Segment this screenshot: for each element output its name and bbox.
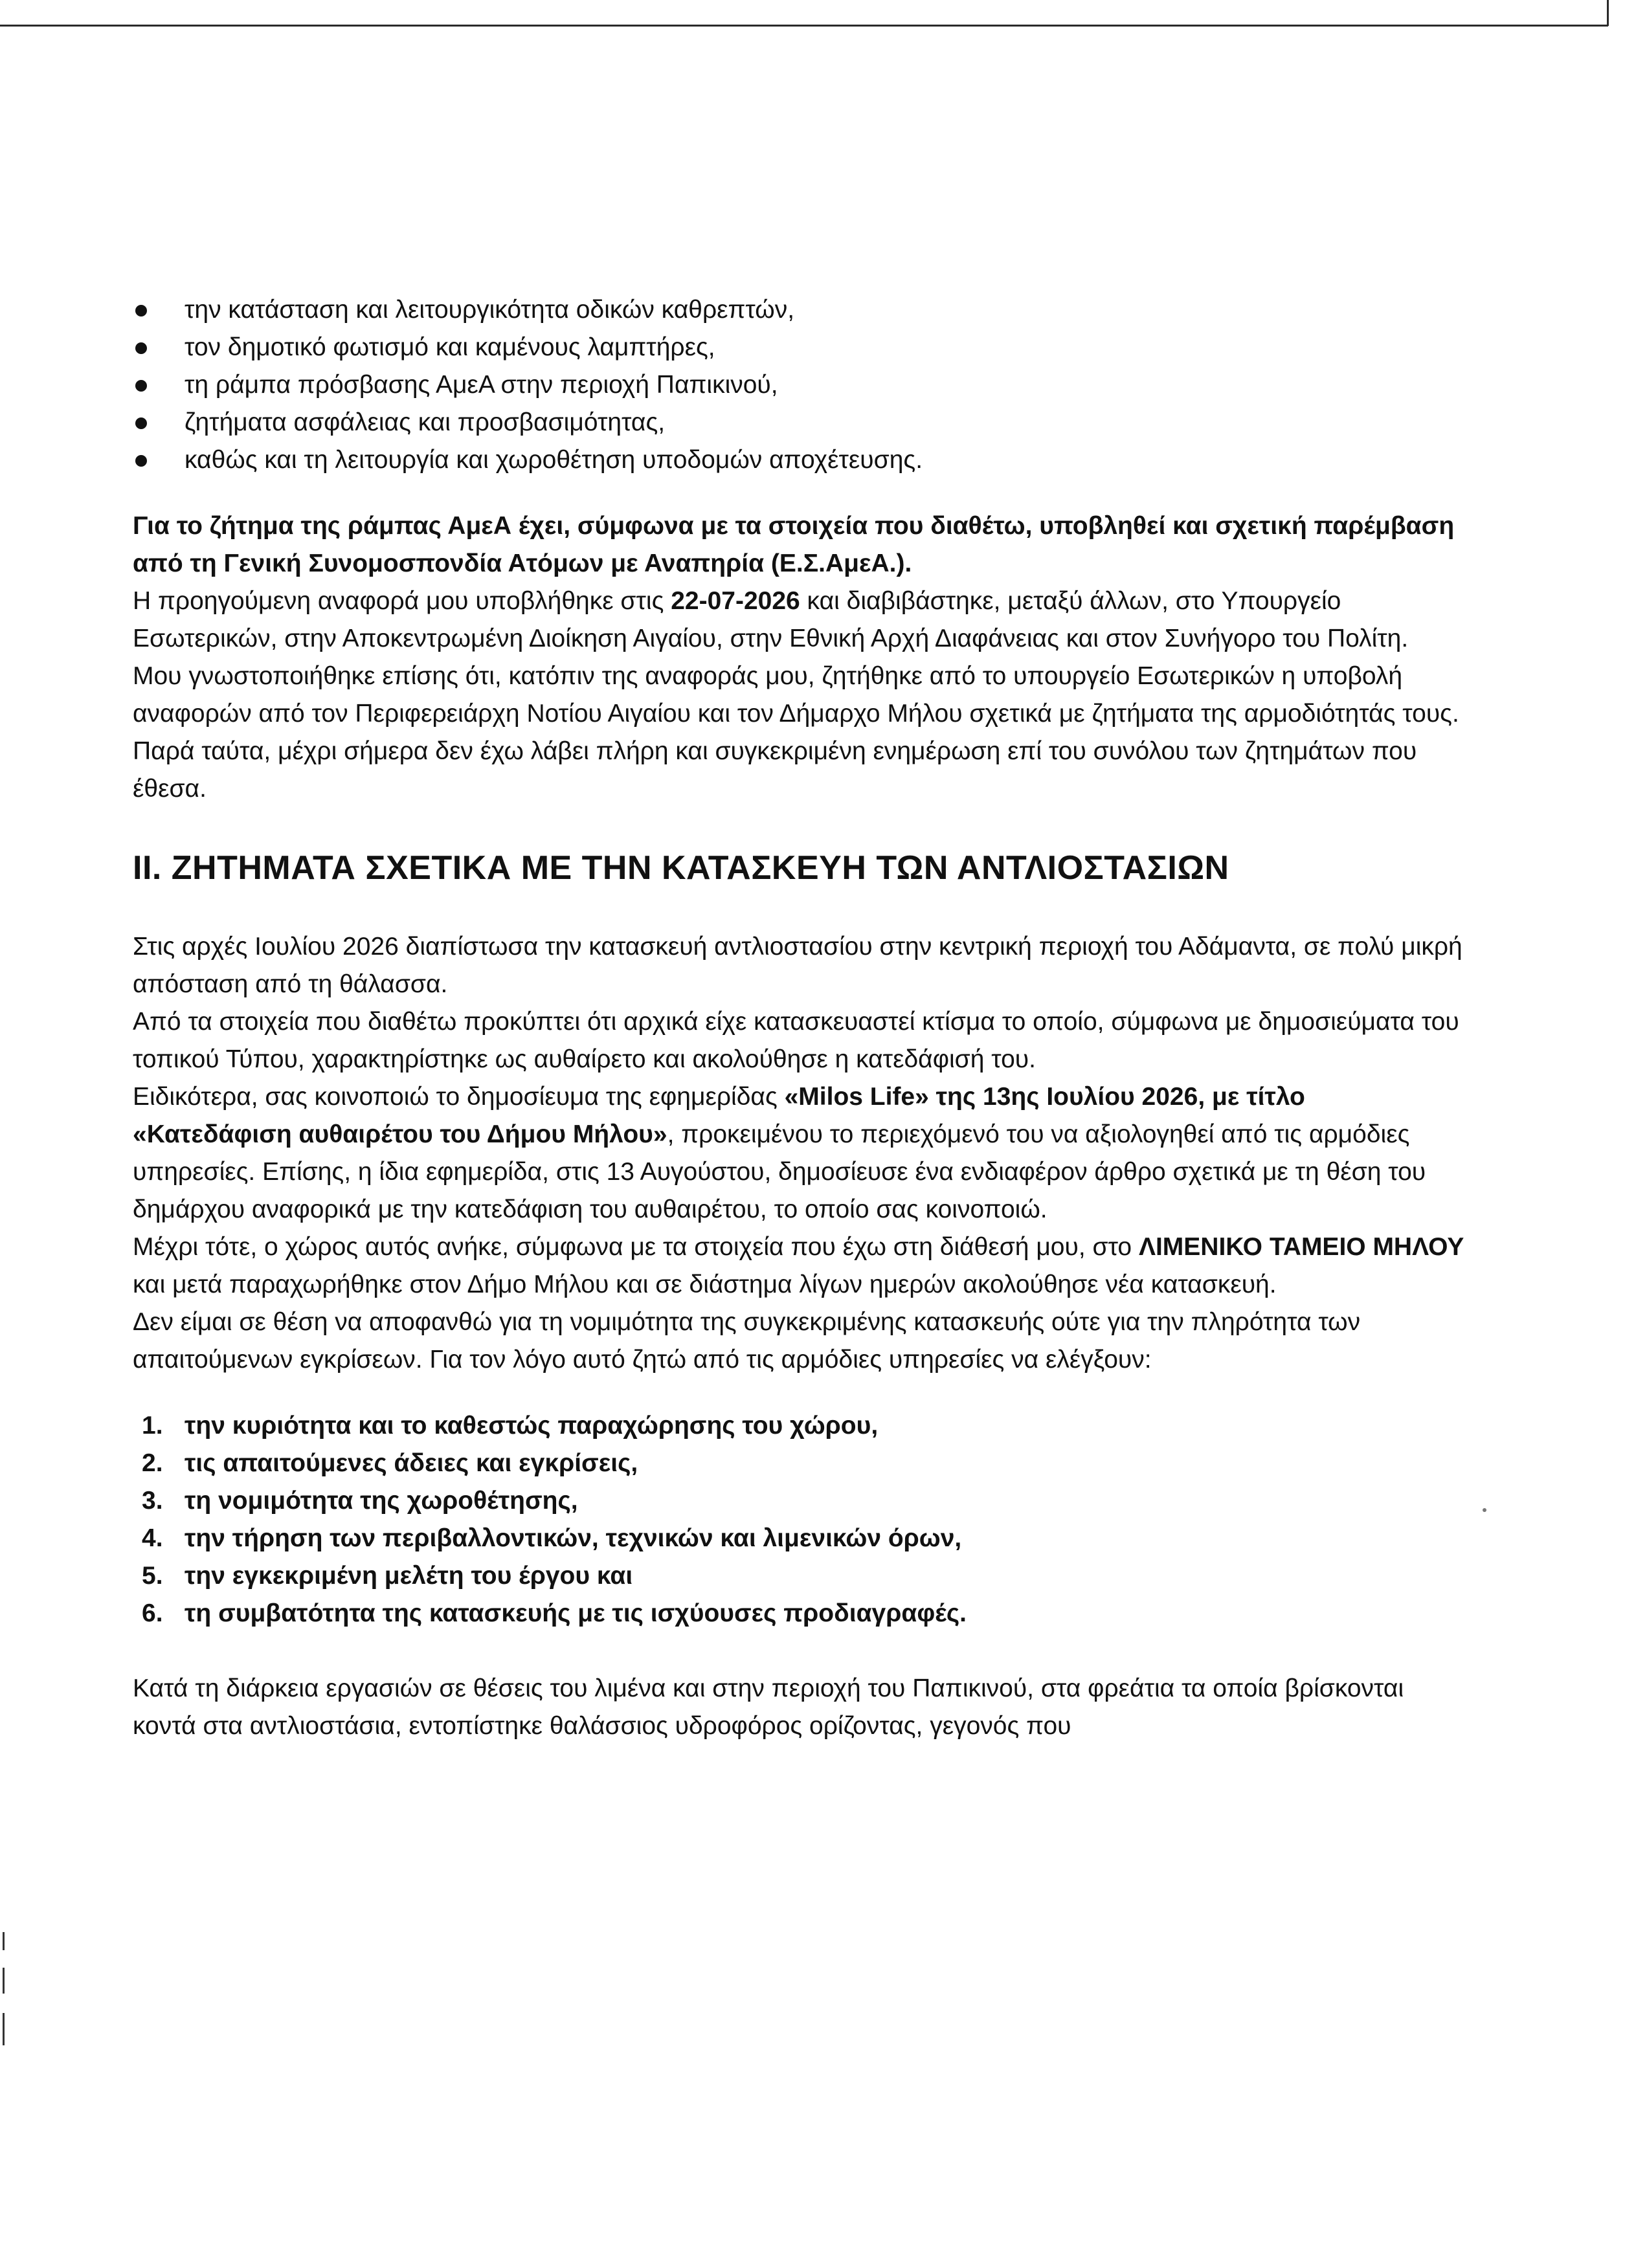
section-heading: ΙΙ. ΖΗΤΗΜΑΤΑ ΣΧΕΤΙΚΑ ΜΕ ΤΗΝ ΚΑΤΑΣΚΕΥΗ ΤΩΝ ΑΝΤΛΙΟΣΤΑΣΙΩΝ	[133, 849, 1229, 887]
ownership-paragraph	[133, 1228, 1470, 1304]
numbered-item	[142, 1445, 1470, 1482]
bullet-text: ζητήματα ασφάλειας και προσβασιμότητας,	[185, 408, 666, 436]
item-text: την τήρηση των περιβαλλοντικών, τεχνικών και λιμενικών όρων,	[185, 1524, 962, 1552]
item-text: τη συμβατότητα της κατασκευής με τις ισχύουσες προδιαγραφές.	[185, 1599, 967, 1627]
previous-report-text: Η προηγούμενη αναφορά μου υποβλήθηκε στις	[133, 587, 671, 615]
item-text: την κυριότητα και το καθεστώς παραχώρησης του χώρου,	[185, 1412, 879, 1440]
press-paragraph	[133, 1078, 1470, 1228]
bullet-dot-icon	[135, 380, 147, 392]
numbered-item	[142, 1407, 1470, 1445]
july-paragraph: Στις αρχές Ιουλίου 2026 διαπίστωσα την κατασκευή αντλιοστασίου στην κεντρική περιοχή του Αδάμαντα, σε πολύ μικρή απόσταση από τη θάλασσα.	[133, 933, 1462, 998]
numbered-item	[142, 1482, 1470, 1520]
item-number: 1.	[142, 1412, 163, 1440]
scan-speck	[1483, 1508, 1486, 1512]
ramp-intervention-paragraph: Για το ζήτημα της ράμπας ΑμεΑ έχει, σύμφωνα με τα στοιχεία που διαθέτω, υποβληθεί και σχετική παρέμβαση από τη Γενική Συνομοσπονδία Ατόμων με Αναπηρία (Ε.Σ.ΑμεΑ.).	[133, 512, 1455, 577]
bullet-text: τον δημοτικό φωτισμό και καμένους λαμπτήρες,	[185, 333, 715, 361]
bullet-dot-icon	[135, 305, 147, 317]
bullet-item	[185, 441, 1470, 479]
bullet-text: την κατάσταση και λειτουργικότητα οδικών καθρεπτών,	[185, 296, 795, 324]
construction-data-paragraph: Από τα στοιχεία που διαθέτω προκύπτει ότι αρχικά είχε κατασκευαστεί κτίσμα το οποίο, σύμφωνα με δημοσιεύματα του τοπικού Τύπου, χαρακτηρίστηκε ως αυθαίρετο και ακολούθησε η κατεδάφισή του.	[133, 1008, 1459, 1073]
notification-paragraph: Μου γνωστοποιήθηκε επίσης ότι, κατόπιν της αναφοράς μου, ζητήθηκε από το υπουργείο Εσωτερικών η υποβολή αναφορών από τον Περιφερειάρχη Νοτίου Αιγαίου και τον Δήμαρχο Μήλου σχετικά με ζητήματα της αρμοδιότητάς τους.	[133, 662, 1459, 728]
bullet-dot-icon	[135, 455, 147, 467]
item-text: τις απαιτούμενες άδειες και εγκρίσεις,	[185, 1449, 638, 1477]
bullet-list	[133, 291, 1470, 479]
numbered-list	[133, 1407, 1470, 1632]
item-number: 5.	[142, 1562, 163, 1590]
numbered-item	[142, 1557, 1470, 1595]
port-fund-name: ΛΙΜΕΝΙΚΟ ΤΑΜΕΙΟ ΜΗΛΟΥ	[1138, 1233, 1464, 1261]
scan-margin-tick	[3, 1932, 5, 1950]
bullet-item	[185, 404, 1470, 441]
scan-corner-mark	[1607, 0, 1609, 26]
bullet-item	[185, 366, 1470, 404]
bullet-dot-icon	[135, 342, 147, 354]
bullet-item	[185, 291, 1470, 329]
ownership-text: και μετά παραχωρήθηκε στον Δήμο Μήλου και σε διάστημα λίγων ημερών ακολούθησε νέα κατασκευή.	[133, 1271, 1277, 1298]
previous-report-paragraph	[133, 583, 1470, 658]
numbered-item	[142, 1520, 1470, 1557]
ownership-text: Μέχρι τότε, ο χώρος αυτός ανήκε, σύμφωνα με τα στοιχεία που έχω στη διάθεσή μου, στο	[133, 1233, 1139, 1261]
numbered-item	[142, 1595, 1470, 1632]
press-text: Ειδικότερα, σας κοινοποιώ το δημοσίευμα της εφημερίδας	[133, 1083, 785, 1111]
bullet-text: τη ράμπα πρόσβασης ΑμεΑ στην περιοχή Παπικινού,	[185, 371, 778, 399]
previous-report-date: 22-07-2026	[671, 587, 800, 615]
item-number: 6.	[142, 1599, 163, 1627]
scan-margin-tick	[3, 1968, 5, 1994]
bullet-dot-icon	[135, 417, 147, 429]
scan-margin-tick	[3, 2013, 5, 2045]
item-text: την εγκεκριμένη μελέτη του έργου και	[185, 1562, 633, 1590]
item-number: 4.	[142, 1524, 163, 1552]
previous-report-text: και διαβιβάστηκε, μεταξύ άλλων, στο Υπουργείο Εσωτερικών, στην Αποκεντρωμένη Διοίκηση Αιγαίου, στην Εθνική Αρχή Διαφάνειας και στον Συνήγορο του Πολίτη.	[133, 587, 1409, 652]
item-number: 3.	[142, 1487, 163, 1515]
document-body	[133, 291, 1470, 1745]
item-number: 2.	[142, 1449, 163, 1477]
legality-paragraph: Δεν είμαι σε θέση να αποφανθώ για τη νομιμότητα της συγκεκριμένης κατασκευής ούτε για την πληρότητα των απαιτούμενων εγκρίσεων. Για τον λόγο αυτό ζητώ από τις αρμόδιες υπηρεσίες να ελέγξουν:	[133, 1308, 1361, 1373]
final-paragraph: Κατά τη διάρκεια εργασιών σε θέσεις του λιμένα και στην περιοχή του Παπικινού, στα φρεάτια τα οποία βρίσκονται κοντά στα αντλιοστάσια, εντοπίστηκε θαλάσσιος υδροφόρος ορίζοντας, γεγονός που	[133, 1674, 1404, 1740]
item-text: τη νομιμότητα της χωροθέτησης,	[185, 1487, 578, 1515]
press-article-reference: «Milos Life» της 13ης Ιουλίου 2026, με τίτλο «Κατεδάφιση αυθαιρέτου του Δήμου Μήλου»	[133, 1083, 1305, 1148]
scan-top-rule	[0, 25, 1608, 27]
bullet-item	[185, 329, 1470, 366]
bullet-text: καθώς και τη λειτουργία και χωροθέτηση υποδομών αποχέτευσης.	[185, 446, 923, 474]
despite-paragraph: Παρά ταύτα, μέχρι σήμερα δεν έχω λάβει πλήρη και συγκεκριμένη ενημέρωση επί του συνόλου των ζητημάτων που έθεσα.	[133, 737, 1417, 803]
press-text: , προκειμένου το περιεχόμενό του να αξιολογηθεί από τις αρμόδιες υπηρεσίες. Επίσης, η ίδια εφημερίδα, στις 13 Αυγούστου, δημοσίευσε ένα ενδιαφέρον άρθρο σχετικά με τη θέση του δημάρχου αναφορικά με την κατεδάφιση του αυθαιρέτου, το οποίο σας κοινοποιώ.	[133, 1120, 1426, 1223]
